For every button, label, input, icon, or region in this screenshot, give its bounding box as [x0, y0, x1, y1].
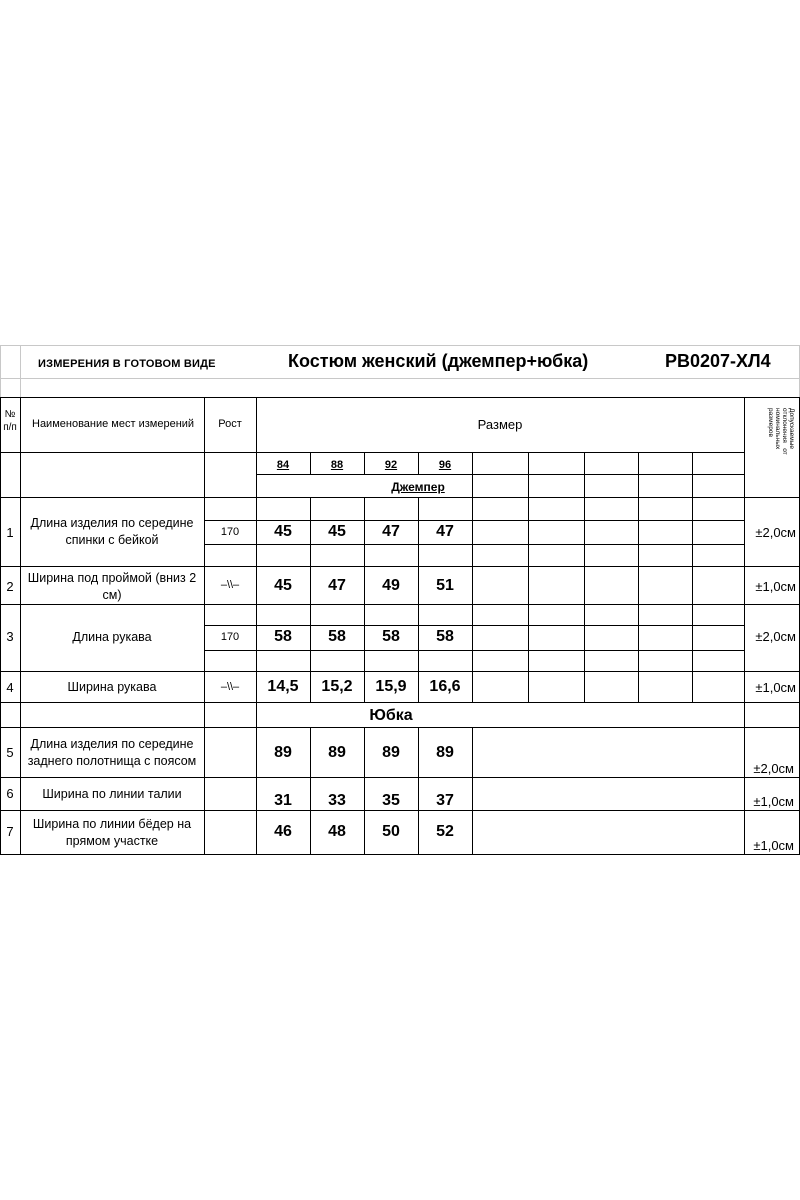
grid-line	[310, 452, 311, 474]
grid-line	[528, 452, 529, 702]
size-value: 58	[328, 628, 346, 645]
size-value: 33	[328, 792, 346, 809]
grid-line	[0, 378, 800, 379]
grid-line	[472, 452, 473, 702]
height-value: 170	[220, 526, 240, 538]
row-number: 5	[6, 745, 14, 760]
col-header-height: Рост	[218, 418, 242, 430]
tolerance-value: ±1,0см	[753, 794, 794, 809]
grid-line	[472, 727, 473, 855]
grid-line	[0, 727, 800, 728]
size-value: 89	[328, 744, 346, 761]
grid-line	[638, 452, 639, 702]
size-value: 15,9	[375, 678, 407, 695]
tolerance-value: ±2,0см	[753, 761, 794, 776]
tolerance-value: ±2,0см	[755, 629, 796, 644]
model-code: РВ0207-ХЛ4	[665, 351, 771, 371]
grid-line	[310, 497, 311, 702]
grid-line	[204, 544, 745, 545]
grid-line	[0, 604, 800, 605]
size-value: 15,2	[321, 678, 353, 695]
size-value: 49	[382, 577, 400, 594]
size-value: 47	[328, 577, 346, 594]
grid-line	[364, 452, 365, 474]
grid-line	[418, 452, 419, 474]
grid-line	[256, 397, 257, 855]
size-value: 51	[436, 577, 454, 594]
grid-line	[20, 345, 21, 398]
col-header-tolerance: Допускаемые отклонения от номинальных размеров	[767, 408, 795, 455]
row-number: 1	[6, 525, 14, 540]
size-label: 88	[330, 459, 344, 471]
grid-line	[0, 810, 800, 811]
measurement-name: Ширина по линии бёдер на прямом участке	[32, 817, 192, 848]
size-value: 89	[382, 744, 400, 761]
grid-line	[0, 777, 800, 778]
grid-line	[0, 702, 800, 703]
grid-line	[204, 650, 745, 651]
table-border-left	[0, 397, 1, 855]
col-header-number: № п/п	[3, 409, 17, 433]
grid-line	[20, 397, 21, 855]
document-title: Костюм женский (джемпер+юбка)	[288, 351, 589, 371]
grid-line	[310, 727, 311, 855]
size-value: 58	[436, 628, 454, 645]
table-border-bottom	[0, 854, 800, 855]
grid-line	[204, 520, 745, 521]
size-value: 45	[274, 523, 292, 540]
size-value: 89	[274, 744, 292, 761]
grid-line	[418, 727, 419, 855]
size-value: 45	[328, 523, 346, 540]
row-number: 2	[6, 579, 14, 594]
col-header-name: Наименование мест измерений	[32, 418, 195, 430]
size-value: 47	[436, 523, 454, 540]
tolerance-value: ±1,0см	[755, 680, 796, 695]
measurement-name: Длина изделия по середине заднего полотнища с поясом	[27, 737, 197, 768]
grid-line	[584, 452, 585, 702]
size-value: 52	[436, 823, 454, 840]
grid-line	[0, 452, 745, 453]
size-value: 16,6	[429, 678, 461, 695]
measurement-name: Длина изделия по середине спинки с бейкой	[30, 516, 194, 547]
grid-line	[204, 397, 205, 855]
size-value: 89	[436, 744, 454, 761]
size-value: 14,5	[267, 678, 299, 695]
grid-line	[0, 345, 1, 398]
grid-line	[0, 566, 800, 567]
section-title-jumper: Джемпер	[391, 480, 445, 494]
tolerance-value: ±1,0см	[755, 579, 796, 594]
grid-line	[744, 397, 745, 855]
tolerance-value: ±1,0см	[753, 838, 794, 853]
size-label: 92	[384, 459, 398, 471]
section-title-skirt: Юбка	[369, 707, 413, 724]
size-value: 58	[382, 628, 400, 645]
grid-line	[364, 497, 365, 702]
measurement-name: Ширина под проймой (вниз 2 см)	[27, 571, 197, 602]
measurement-name: Ширина рукава	[67, 680, 157, 694]
sheet-subtitle: ИЗМЕРЕНИЯ В ГОТОВОМ ВИДЕ	[38, 358, 216, 370]
grid-line	[364, 727, 365, 855]
grid-line	[692, 452, 693, 702]
size-label: 96	[438, 459, 452, 471]
tolerance-value: ±2,0см	[755, 525, 796, 540]
size-label: 84	[276, 459, 290, 471]
height-value: –\\–	[220, 681, 240, 693]
measurement-name: Длина рукава	[72, 630, 152, 644]
measurement-name: Ширина по линии талии	[42, 787, 182, 801]
grid-line	[0, 671, 800, 672]
row-number: 6	[6, 786, 14, 801]
size-value: 58	[274, 628, 292, 645]
row-number: 4	[6, 680, 14, 695]
size-value: 50	[382, 823, 400, 840]
grid-line	[418, 497, 419, 702]
height-value: –\\–	[220, 579, 240, 591]
size-value: 45	[274, 577, 292, 594]
size-value: 35	[382, 792, 400, 809]
size-value: 47	[382, 523, 400, 540]
row-number: 7	[6, 824, 14, 839]
grid-line	[0, 497, 800, 498]
size-value: 31	[274, 792, 292, 809]
col-header-size: Размер	[477, 417, 523, 432]
table-border-top	[0, 397, 800, 398]
height-value: 170	[220, 631, 240, 643]
grid-line	[256, 474, 745, 475]
size-value: 46	[274, 823, 292, 840]
size-value: 48	[328, 823, 346, 840]
grid-line	[0, 345, 800, 346]
size-value: 37	[436, 792, 454, 809]
grid-line	[204, 625, 745, 626]
row-number: 3	[6, 629, 14, 644]
